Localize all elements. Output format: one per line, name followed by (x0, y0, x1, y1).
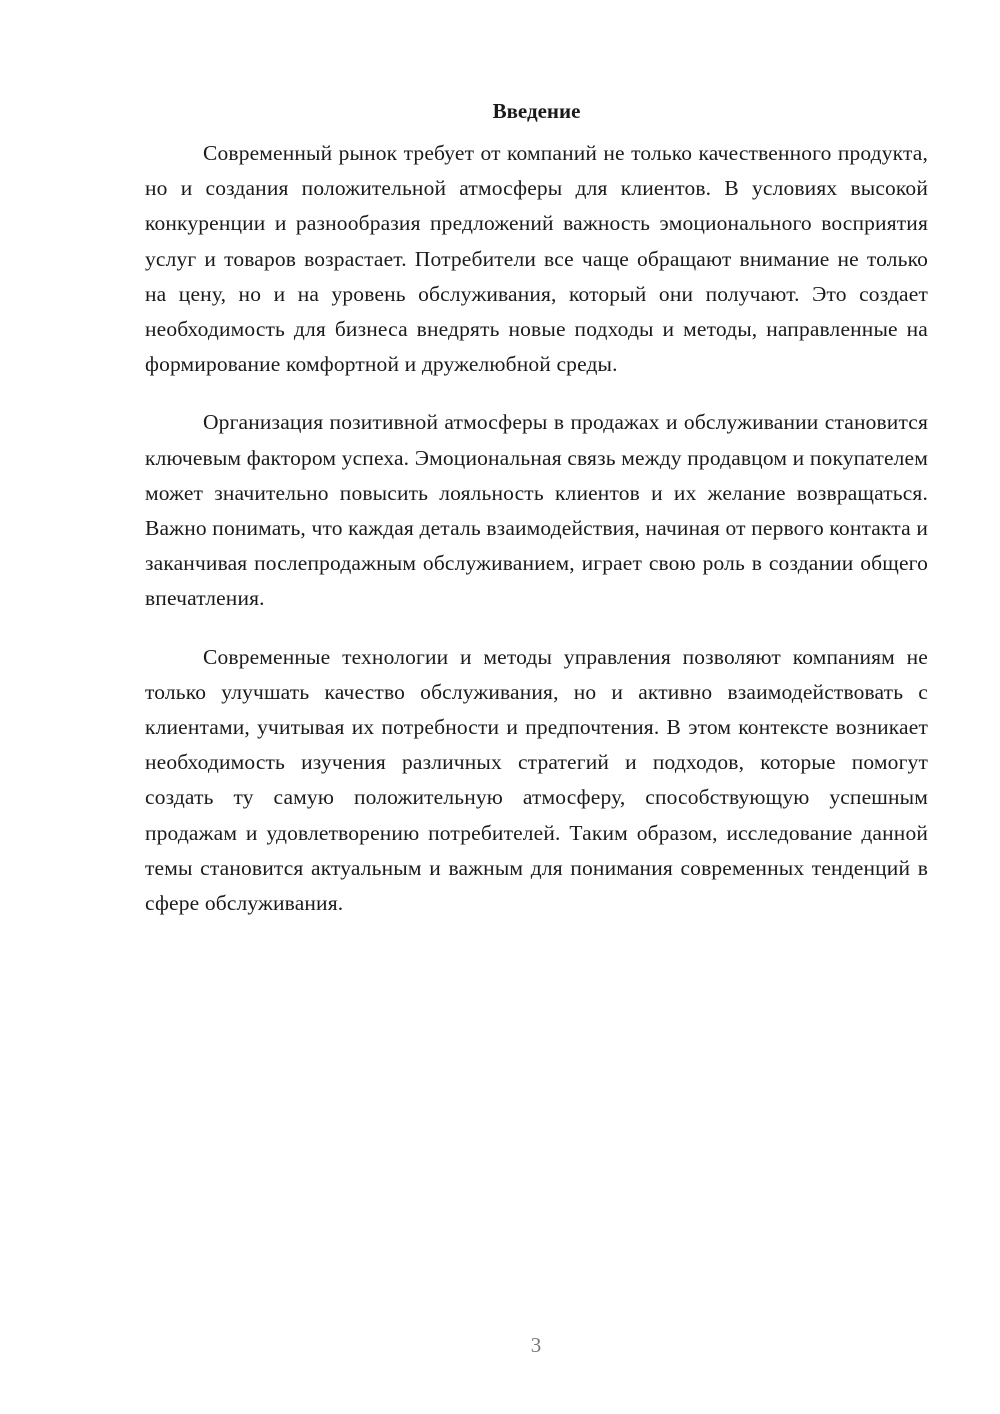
section-heading: Введение (492, 99, 581, 123)
paragraph-2: Организация позитивной атмосферы в продажах и обслуживании становится ключевым фактором успеха. Эмоциональная связь между продавцом и покупателем может значительно повысить лояльность клиентов и их желание возвращаться. Важно понимать, что каждая деталь взаимодействия, начиная от первого контакта и заканчивая послепродажным обслуживанием, играет свою роль в создании общего впечатления. (145, 410, 928, 611)
page-content (145, 96, 928, 944)
page-number: 3 (530, 1333, 542, 1357)
paragraph-1: Современный рынок требует от компаний не только качественного продукта, но и создания положительной атмосферы для клиентов. В условиях высокой конкуренции и разнообразия предложений важность эмоционального восприятия услуг и товаров возрастает. Потребители все чаще обращают внимание не только на цену, но и на уровень обслуживания, который они получают. Это создает необходимость для бизнеса внедрять новые подходы и методы, направленные на формирование комфортной и дружелюбной среды. (145, 141, 928, 377)
paragraph-3: Современные технологии и методы управления позволяют компаниям не только улучшать качество обслуживания, но и активно взаимодействовать с клиентами, учитывая их потребности и предпочтения. В этом контексте возникает необходимость изучения различных стратегий и подходов, которые помогут создать ту самую положительную атмосферу, способствующую успешным продажам и удовлетворению потребителей. Таким образом, исследование данной темы становится актуальным и важным для понимания современных тенденций в сфере обслуживания. (145, 644, 928, 916)
